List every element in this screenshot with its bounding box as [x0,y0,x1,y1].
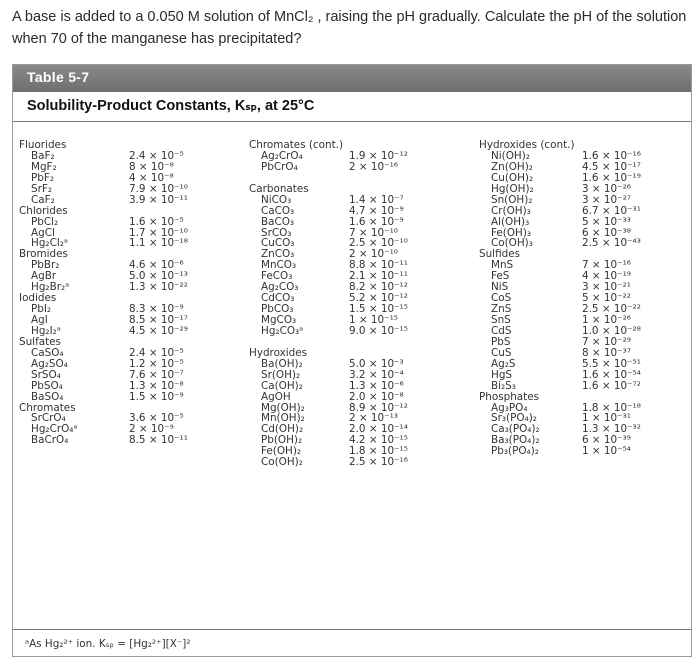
ksp-value: 3.6 × 10⁻⁵ [129,412,184,425]
compound-name: PbF₂ [31,171,55,184]
ksp-value: 1.6 × 10⁻⁵⁴ [582,368,641,381]
ksp-value: 3.2 × 10⁻⁴ [349,368,404,381]
ksp-value: 8.9 × 10⁻¹² [349,401,408,414]
solubility-table [12,64,692,657]
ksp-value: 3.9 × 10⁻¹¹ [129,193,188,206]
compound-name: PbSO₄ [31,379,63,392]
ksp-value: 5.5 × 10⁻⁵¹ [582,357,641,370]
ksp-value: 5.0 × 10⁻¹³ [129,270,188,283]
compound-name: Hg(OH)₂ [491,182,534,195]
compound-name: Hg₂I₂ᵃ [31,324,61,337]
ksp-value: 2.5 × 10⁻⁴³ [582,237,641,250]
compound-name: PbCl₂ [31,215,59,228]
compound-name: Ag₂CrO₄ [261,149,303,162]
ksp-value: 2.0 × 10⁻⁸ [349,390,404,403]
compound-name: CuCO₃ [261,237,295,250]
compound-row [479,370,689,381]
compound-name: Fe(OH)₂ [261,445,302,458]
compound-name: CdCO₃ [261,292,295,305]
compound-name: ZnS [491,303,512,316]
compound-name: Co(OH)₂ [261,456,303,469]
compound-row [249,370,469,381]
compound-name: Hg₂Cl₂ᵃ [31,237,68,250]
compound-name: AgI [31,314,48,326]
compound-name: Co(OH)₃ [491,237,533,250]
compound-name: CaSO₄ [31,346,64,359]
ksp-value: 2 × 10⁻¹³ [349,412,398,425]
ksp-value: 2.5 × 10⁻²² [582,303,641,316]
compound-name: MgCO₃ [261,314,297,326]
table-title: Solubility-Product Constants, Kₛₚ, at 25°C [27,98,315,114]
group-heading-label: Sulfides [479,248,521,261]
compound-row [249,162,469,173]
compound-name: Ca(OH)₂ [261,379,303,392]
compound-name: Ag₂CO₃ [261,281,299,294]
compound-name: BaSO₄ [31,390,64,403]
compound-name: Zn(OH)₂ [491,160,533,173]
compound-name: FeS [491,270,510,283]
compound-name: ZnCO₃ [261,248,295,261]
compound-name: CaCO₃ [261,204,295,217]
compound-name: Ba(OH)₂ [261,357,303,370]
ksp-value: 4.5 × 10⁻¹⁷ [582,160,641,173]
group-heading-label: Sulfates [19,335,61,348]
group-heading [479,392,689,403]
group-heading-label: Chromates [19,401,76,414]
group-heading-label: Chlorides [19,204,68,217]
compound-row [479,446,689,457]
compound-name: AgOH [261,390,291,403]
ksp-value: 1.9 × 10⁻¹² [349,149,408,162]
group-heading-label: Phosphates [479,390,540,403]
ksp-value: 7.9 × 10⁻¹⁰ [129,182,188,195]
compound-name: AgBr [31,270,57,283]
ksp-value: 2.1 × 10⁻¹¹ [349,270,408,283]
compound-name: Hg₂CO₃ᵃ [261,324,304,337]
compound-name: Fe(OH)₃ [491,226,532,239]
compound-name: MgF₂ [31,160,57,173]
compound-name: NiCO₃ [261,193,292,206]
compound-name: Ag₃PO₄ [491,401,528,414]
compound-name: Ag₂S [491,357,516,370]
compound-name: Mn(OH)₂ [261,412,305,425]
ksp-value: 1.6 × 10⁻¹⁹ [582,171,641,184]
ksp-value: 1.3 × 10⁻⁶ [349,379,404,392]
ksp-value: 9.0 × 10⁻¹⁵ [349,324,408,337]
compound-name: SrF₂ [31,182,53,195]
compound-name: Cd(OH)₂ [261,423,304,436]
compound-name: BaCrO₄ [31,434,69,447]
compound-name: Pb₃(PO₄)₂ [491,445,539,458]
ksp-value: 1 × 10⁻¹⁵ [349,314,398,326]
compound-name: Ag₂SO₄ [31,357,68,370]
ksp-value: 5 × 10⁻³³ [582,215,631,228]
ksp-value: 3 × 10⁻²¹ [582,281,631,294]
group-heading-label: Bromides [19,248,68,261]
column-2 [249,140,469,468]
group-heading-label: Iodides [19,292,57,305]
compound-row [249,381,469,392]
ksp-value: 6 × 10⁻³⁸ [582,226,631,239]
ksp-value: 4.7 × 10⁻⁹ [349,204,404,217]
ksp-value: 7.6 × 10⁻⁷ [129,368,184,381]
ksp-value: 1.3 × 10⁻³² [582,423,641,436]
title-rule [13,121,691,122]
compound-row [249,217,469,228]
ksp-value: 1.5 × 10⁻⁹ [129,390,184,403]
ksp-value: 2.0 × 10⁻¹⁴ [349,423,408,436]
compound-name: Cr(OH)₃ [491,204,531,217]
compound-name: Ca₃(PO₄)₂ [491,423,540,436]
compound-name: Sn(OH)₂ [491,193,533,206]
ksp-value: 1.2 × 10⁻⁵ [129,357,184,370]
compound-name: PbS [491,335,511,348]
compound-name: Sr₃(PO₄)₂ [491,412,537,425]
compound-name: Mg(OH)₂ [261,401,305,414]
compound-row [249,457,469,468]
compound-name: FeCO₃ [261,270,293,283]
ksp-value: 4 × 10⁻⁸ [129,171,174,184]
compound-name: Ni(OH)₂ [491,149,530,162]
compound-row [19,195,239,206]
ksp-value: 2.5 × 10⁻¹⁰ [349,237,408,250]
ksp-value: 1.6 × 10⁻⁹ [349,215,404,228]
ksp-value: 1.4 × 10⁻⁷ [349,193,404,206]
compound-row [19,217,239,228]
compound-row [19,381,239,392]
compound-name: PbCO₃ [261,303,294,316]
table-footnote: ᵃAs Hg₂²⁺ ion. Kₛₚ = [Hg₂²⁺][X⁻]² [25,638,191,650]
ksp-value: 2.4 × 10⁻⁵ [129,149,184,162]
ksp-value: 8 × 10⁻³⁷ [582,346,631,359]
ksp-value: 1.8 × 10⁻¹⁵ [349,445,408,458]
compound-name: MnS [491,259,514,272]
ksp-value: 1.6 × 10⁻⁵ [129,215,184,228]
compound-name: PbI₂ [31,303,52,316]
ksp-value: 1 × 10⁻⁵⁴ [582,445,631,458]
group-heading-label: Chromates (cont.) [249,139,344,151]
ksp-value: 1.7 × 10⁻¹⁰ [129,226,188,239]
compound-name: BaCO₃ [261,215,295,228]
compound-row [479,381,689,392]
ksp-value: 8.2 × 10⁻¹² [349,281,408,294]
ksp-value: 1 × 10⁻²⁶ [582,314,631,326]
compound-name: CoS [491,292,512,305]
compound-name: HgS [491,368,513,381]
compound-name: NiS [491,281,509,294]
compound-name: PbCrO₄ [261,160,298,173]
ksp-value: 4.2 × 10⁻¹⁵ [349,434,408,447]
compound-name: CaF₂ [31,193,55,206]
compound-row [19,392,239,403]
ksp-value: 8.8 × 10⁻¹¹ [349,259,408,272]
compound-name: AgCl [31,226,55,239]
ksp-value: 1.8 × 10⁻¹⁸ [582,401,641,414]
ksp-value: 7 × 10⁻¹⁰ [349,226,398,239]
ksp-value: 1.3 × 10⁻⁸ [129,379,184,392]
ksp-value: 2 × 10⁻¹⁶ [349,160,398,173]
table-label: Table 5-7 [27,69,90,85]
ksp-value: 1.3 × 10⁻²² [129,281,188,294]
ksp-value: 3 × 10⁻²⁷ [582,193,631,206]
ksp-value: 5.2 × 10⁻¹² [349,292,408,305]
compound-name: Cu(OH)₂ [491,171,534,184]
ksp-value: 1.1 × 10⁻¹⁸ [129,237,188,250]
group-heading-label: Fluorides [19,139,67,151]
ksp-value: 6 × 10⁻³⁹ [582,434,631,447]
ksp-value: 2 × 10⁻⁹ [129,423,174,436]
compound-row [249,206,469,217]
ksp-value: 1.6 × 10⁻⁷² [582,379,641,392]
column-1 [19,140,239,446]
compound-name: Ba₃(PO₄)₂ [491,434,540,447]
table-banner [13,65,691,92]
ksp-value: 7 × 10⁻²⁹ [582,335,631,348]
ksp-value: 6.7 × 10⁻³¹ [582,204,641,217]
ksp-value: 1.0 × 10⁻²⁸ [582,324,641,337]
compound-row [249,326,469,337]
compound-name: Al(OH)₃ [491,215,530,228]
ksp-value: 3 × 10⁻²⁶ [582,182,631,195]
compound-name: Hg₂Br₂ᵃ [31,281,70,294]
ksp-value: 4.5 × 10⁻²⁹ [129,324,188,337]
group-heading [19,206,239,217]
ksp-value: 2.4 × 10⁻⁵ [129,346,184,359]
compound-name: Sr(OH)₂ [261,368,301,381]
compound-name: SnS [491,314,511,326]
ksp-value: 2 × 10⁻¹⁰ [349,248,398,261]
ksp-value: 8.3 × 10⁻⁹ [129,303,184,316]
question-text: A base is added to a 0.050 M solution of MnCl₂ , raising the pH gradually. Calculate the pH of the solution when 70 of the manganese has precipitated? [12,9,687,47]
compound-name: SrCO₃ [261,226,292,239]
footer-rule [13,629,691,630]
ksp-value: 1 × 10⁻³¹ [582,412,631,425]
compound-name: SrSO₄ [31,368,61,381]
compound-row [479,217,689,228]
compound-name: Bi₂S₃ [491,379,516,392]
group-heading-label: Carbonates [249,182,309,195]
column-3 [479,140,689,457]
group-heading-label: Hydroxides (cont.) [479,139,575,151]
ksp-value: 8 × 10⁻⁸ [129,160,174,173]
compound-name: SrCrO₄ [31,412,66,425]
compound-row [19,370,239,381]
ksp-value: 4.6 × 10⁻⁶ [129,259,184,272]
compound-name: MnCO₃ [261,259,297,272]
ksp-value: 5.0 × 10⁻³ [349,357,404,370]
compound-row [249,195,469,206]
ksp-value: 4 × 10⁻¹⁹ [582,270,631,283]
ksp-value: 8.5 × 10⁻¹⁷ [129,314,188,326]
compound-name: Pb(OH)₂ [261,434,303,447]
ksp-value: 1.5 × 10⁻¹⁵ [349,303,408,316]
ksp-value: 8.5 × 10⁻¹¹ [129,434,188,447]
ksp-value: 7 × 10⁻¹⁶ [582,259,631,272]
compound-name: BaF₂ [31,149,55,162]
ksp-value: 2.5 × 10⁻¹⁶ [349,456,408,469]
compound-row [249,392,469,403]
ksp-value: 5 × 10⁻²² [582,292,631,305]
compound-row [479,206,689,217]
group-heading-label: Hydroxides [249,346,308,359]
compound-row [479,195,689,206]
ksp-value: 1.6 × 10⁻¹⁶ [582,149,641,162]
compound-name: PbBr₂ [31,259,60,272]
compound-name: Hg₂CrO₄ᵃ [31,423,78,436]
compound-row [19,435,239,446]
compound-name: CdS [491,324,512,337]
compound-name: CuS [491,346,512,359]
